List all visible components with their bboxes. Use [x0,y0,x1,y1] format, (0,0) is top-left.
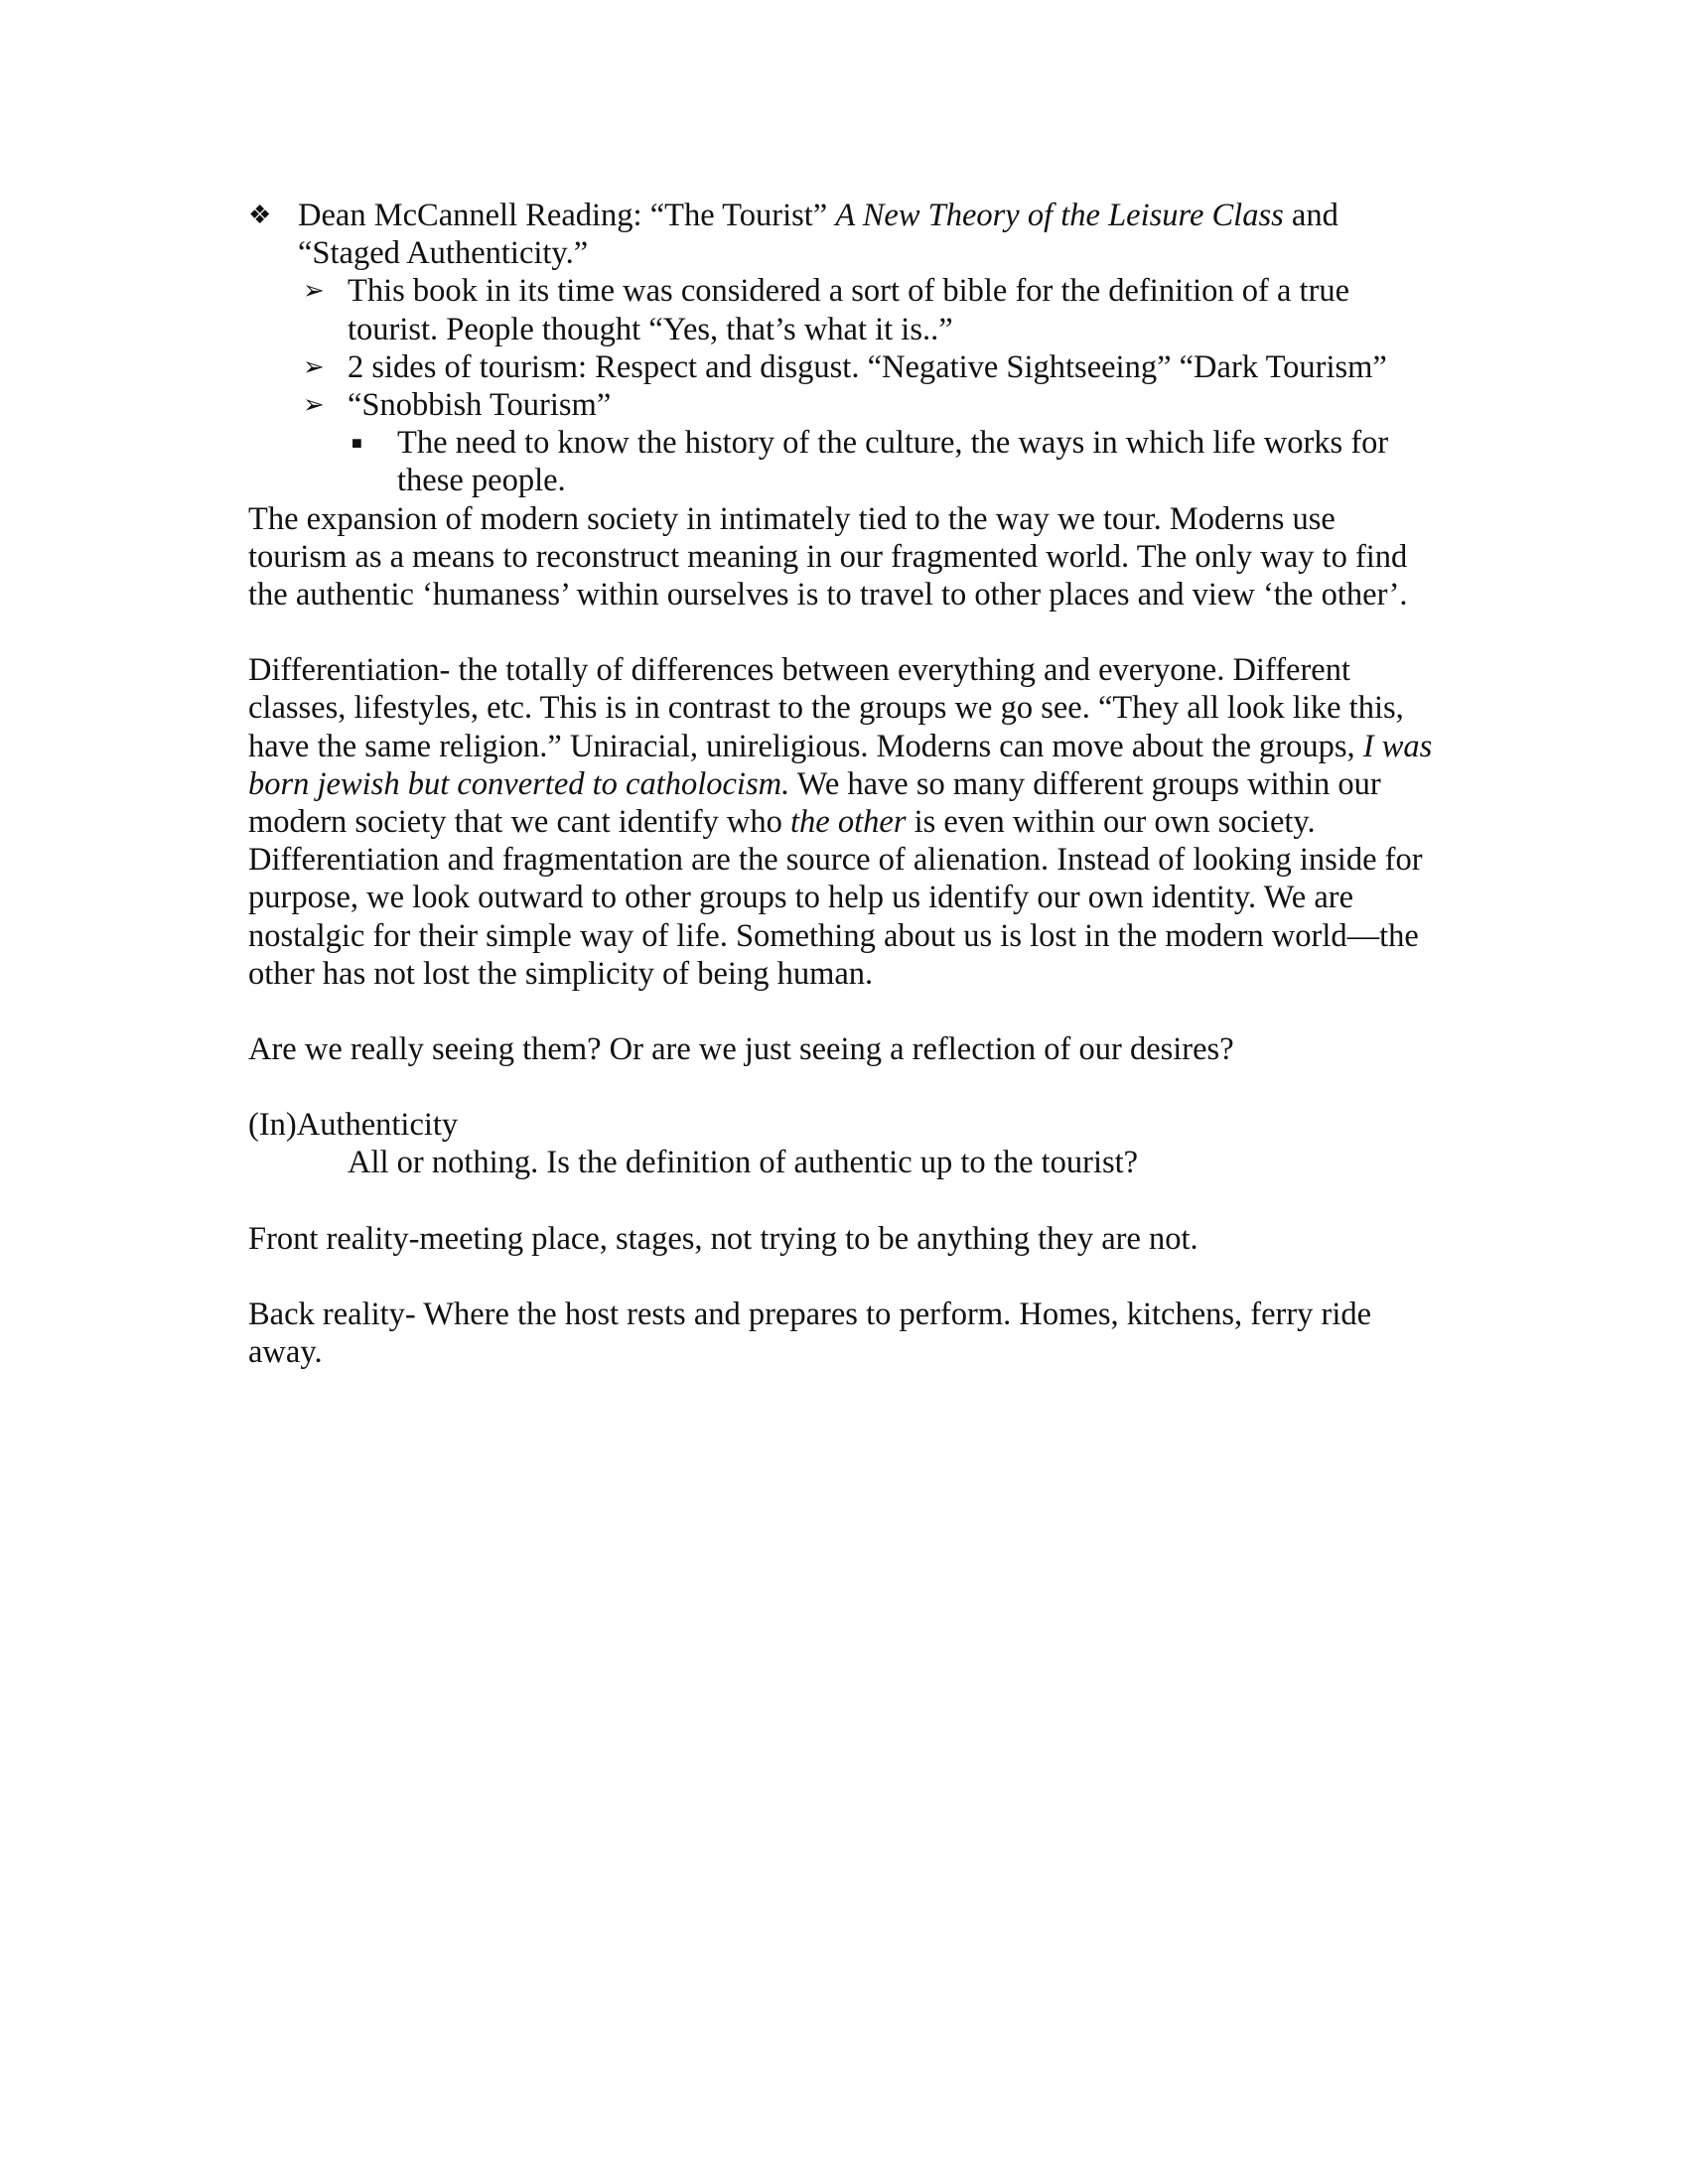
paragraph-question: Are we really seeing them? Or are we just seeing a reflection of our desires? [248,1031,1234,1068]
paragraph-back-reality: Back reality- Where the host rests and prepares to perform. Homes, kitchens, ferry ride away. [248,1296,1372,1371]
sub-sub-bullet-history [248,424,1440,499]
sub-bullet-text: This book in its time was considered a sort of bible for the definition of a true tourist. People thought “Yes, that’s what it is..” [348,273,1350,347]
heading-text-post: and “Staged Authenticity.” [298,198,1338,272]
paragraph-differentiation [248,651,1440,993]
differentiation-text-b: We have so many different groups within our modern society that we cant identify who [248,765,1381,841]
inauthenticity-heading: (In)Authenticity [248,1107,459,1144]
differentiation-italic-other: the other [790,804,907,841]
differentiation-text-c: is even within our own society. Differentiation and fragmentation are the source of alienation. Instead of looking inside for purpose, we look outward to other groups to help us identify our own identity. We are nostalgic for their simple way of life. Something about us is lost in the modern world—the other has not lost the simplicity of being human. [248,804,1423,992]
sub-bullet-sides [248,348,1440,386]
paragraph-expansion: The expansion of modern society in intimately tied to the way we tour. Moderns use tourism as a means to reconstruct meaning in our fragmented world. The only way to find the authentic ‘humaness’ within ourselves is to travel to other places and view ‘the other’. [248,500,1408,614]
arrow-bullet-icon: ➢ [303,390,325,420]
arrow-bullet-icon: ➢ [303,276,325,306]
sub-bullet-text: 2 sides of tourism: Respect and disgust. “Negative Sightseeing” “Dark Tourism” [348,348,1387,385]
inauthenticity-body: All or nothing. Is the definition of authentic up to the tourist? [348,1145,1139,1181]
sub-bullet-text: “Snobbish Tourism” [348,387,612,424]
arrow-bullet-icon: ➢ [303,351,325,381]
document-body [248,197,1440,1371]
differentiation-italic-quote: I was born jewish but converted to catholocism. [248,728,1433,802]
heading-book-title: A New Theory of the Leisure Class [835,198,1284,233]
sub-bullet-snobbish [248,386,1440,424]
square-bullet-icon: ■ [352,433,362,454]
sub-sub-bullet-text: The need to know the history of the culture, the ways in which life works for these people. [397,425,1389,499]
heading-text-pre: Dean McCannell Reading: “The Tourist” [298,198,836,233]
sub-bullet-bible [248,272,1440,347]
differentiation-text-a: Differentiation- the totally of differences between everything and everyone. Different classes, lifestyles, etc. This is in contrast to the groups we go see. “They all look like this, have the same religion.” Uniracial, unireligious. Moderns can move about the groups, [248,652,1404,764]
bullet-heading [248,197,1440,272]
diamond-bullet-icon: ❖ [248,201,272,229]
paragraph-front-reality: Front reality-meeting place, stages, not trying to be anything they are not. [248,1220,1198,1257]
